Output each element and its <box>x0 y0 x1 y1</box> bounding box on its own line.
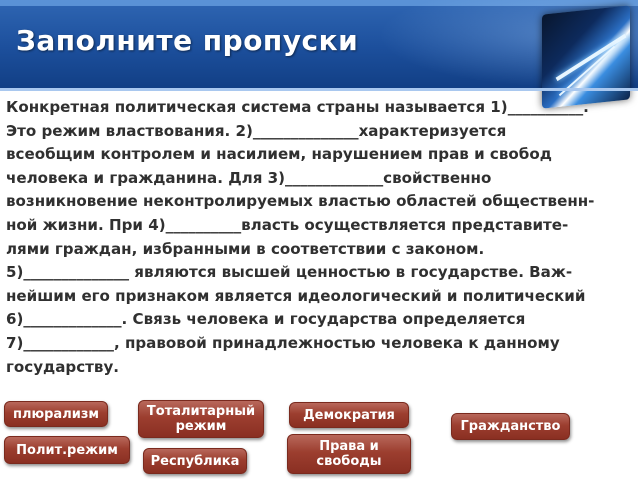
answer-chip-democracy[interactable]: Демократия <box>289 402 409 428</box>
text-line: лями граждан, избранными в соответствии с законом. <box>6 239 485 258</box>
answer-chip-rights-and-freedoms[interactable]: Права и свободы <box>287 434 411 474</box>
text-line: возникновение неконтролируемых властью областей общественн- <box>6 192 595 211</box>
text-line: 7)____________, правовой принадлежностью человека к данному <box>6 333 560 352</box>
answer-chip-pluralism[interactable]: плюрализм <box>4 401 108 427</box>
text-line: государству. <box>6 357 120 376</box>
text-line: нейшим его признаком является идеологический и политический <box>6 286 586 305</box>
header-divider <box>0 88 638 91</box>
text-line: ной жизни. При 4)__________власть осуществляется представите- <box>6 215 569 234</box>
answer-chip-citizenship[interactable]: Гражданство <box>451 413 570 440</box>
slide-title: Заполните пропуски <box>16 24 359 57</box>
text-line: 6)_____________. Связь человека и государства определяется <box>6 310 526 329</box>
answer-chip-republic[interactable]: Республика <box>143 448 247 474</box>
exercise-text <box>6 96 630 379</box>
text-line: Конкретная политическая система страны называется 1)__________. <box>6 98 589 116</box>
answer-chip-totalitarian-regime[interactable]: Тоталитарный режим <box>138 400 264 438</box>
text-line: человека и гражданина. Для 3)_____________свойственно <box>6 168 492 187</box>
text-line: Это режим властвования. 2)______________характеризуется <box>6 121 507 140</box>
text-line: всеобщим контролем и насилием, нарушением прав и свобод <box>6 145 552 164</box>
answer-chip-political-regime[interactable]: Полит.режим <box>4 436 130 464</box>
decorative-cube-image <box>542 5 630 108</box>
light-ray <box>556 34 627 81</box>
text-line: 5)______________ являются высшей ценностью в государстве. Важ- <box>6 263 573 282</box>
